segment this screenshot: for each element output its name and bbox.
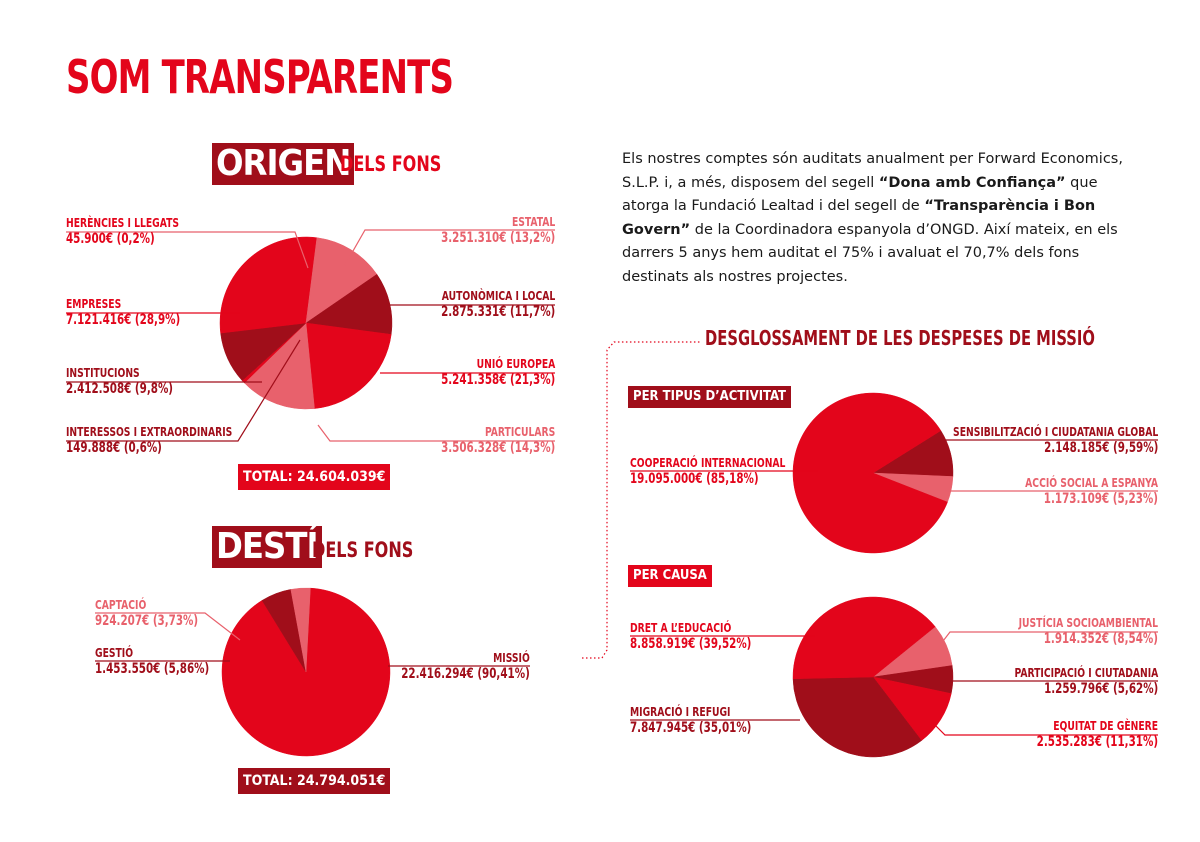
dotted-connector [582, 342, 700, 658]
desti-total: TOTAL: 24.794.051€ [238, 768, 390, 794]
label-particulars: PARTICULARS 3.506.328€ (14,3%) [440, 424, 555, 456]
label-interessos: INTERESSOS I EXTRAORDINARIS 149.888€ (0,6%) [66, 424, 233, 456]
intro-paragraph: Els nostres comptes són auditats anualment per Forward Economics, S.L.P. i, a més, disposem del segell “Dona amb Confiança” que atorga la Fundació Lealtad i del segell de “Transparència i Bon Govern” de la Coordinadora espanyola d’ONGD. Així mateix, en els darrers 5 anys hem auditat el 75% i avaluat el 70,7% dels fons destinats als nostres projectes. [622, 151, 1123, 285]
label-missio: MISSIÓ 22.416.294€ (90,41%) [401, 650, 530, 682]
origen-heading-rest: DELS FONS [340, 152, 442, 176]
causa-badge: PER CAUSA [628, 565, 712, 587]
label-dret: DRET A L’EDUCACIÓ 8.858.919€ (39,52%) [630, 620, 752, 652]
label-sensibilitzacio: SENSIBILITZACIÓ I CIUDATANIA GLOBAL 2.148.185€ (9,59%) [952, 424, 1158, 456]
label-cooperacio: COOPERACIÓ INTERNACIONAL 19.095.000€ (85,18%) [630, 455, 786, 487]
origen-heading-badge: ORIGEN [212, 143, 354, 185]
label-herencies: HERÈNCIES I LLEGATS 45.900€ (0,2%) [66, 215, 180, 247]
label-unio: UNIÓ EUROPEA 5.241.358€ (21,3%) [440, 356, 555, 388]
desti-pie [222, 588, 390, 756]
label-equitat: EQUITAT DE GÈNERE 2.535.283€ (11,31%) [1036, 718, 1158, 750]
label-estatal: ESTATAL 3.251.310€ (13,2%) [440, 214, 555, 246]
activitat-badge: PER TIPUS D’ACTIVITAT [628, 386, 791, 408]
label-autonomica: AUTONÒMICA I LOCAL 2.875.331€ (11,7%) [440, 288, 555, 320]
causa-pie [793, 597, 953, 757]
label-justicia: JUSTÍCIA SOCIOAMBIENTAL 1.914.352€ (8,54%) [1018, 615, 1158, 647]
label-captacio: CAPTACIÓ 924.207€ (3,73%) [95, 597, 199, 629]
activitat-pie [793, 393, 953, 553]
desti-heading-rest: DELS FONS [312, 538, 414, 562]
desglossament-heading: DESGLOSSAMENT DE LES DESPESES DE MISSIÓ [705, 326, 1095, 350]
page-title: SOM TRANSPARENTS [66, 50, 454, 104]
label-participacio: PARTICIPACIÓ I CIUTADANIA 1.259.796€ (5,62%) [1014, 665, 1158, 697]
label-gestio: GESTIÓ 1.453.550€ (5,86%) [95, 645, 210, 677]
origen-total: TOTAL: 24.604.039€ [238, 464, 390, 490]
label-accio: ACCIÓ SOCIAL A ESPANYA 1.173.109€ (5,23%) [1025, 475, 1158, 507]
label-institucions: INSTITUCIONS 2.412.508€ (9,8%) [66, 365, 174, 397]
pie-slice-uni-europea [306, 323, 391, 409]
desti-heading-badge: DESTÍ [212, 526, 322, 568]
label-empreses: EMPRESES 7.121.416€ (28,9%) [66, 296, 181, 328]
label-migracio: MIGRACIÓ I REFUGI 7.847.945€ (35,01%) [630, 704, 752, 736]
